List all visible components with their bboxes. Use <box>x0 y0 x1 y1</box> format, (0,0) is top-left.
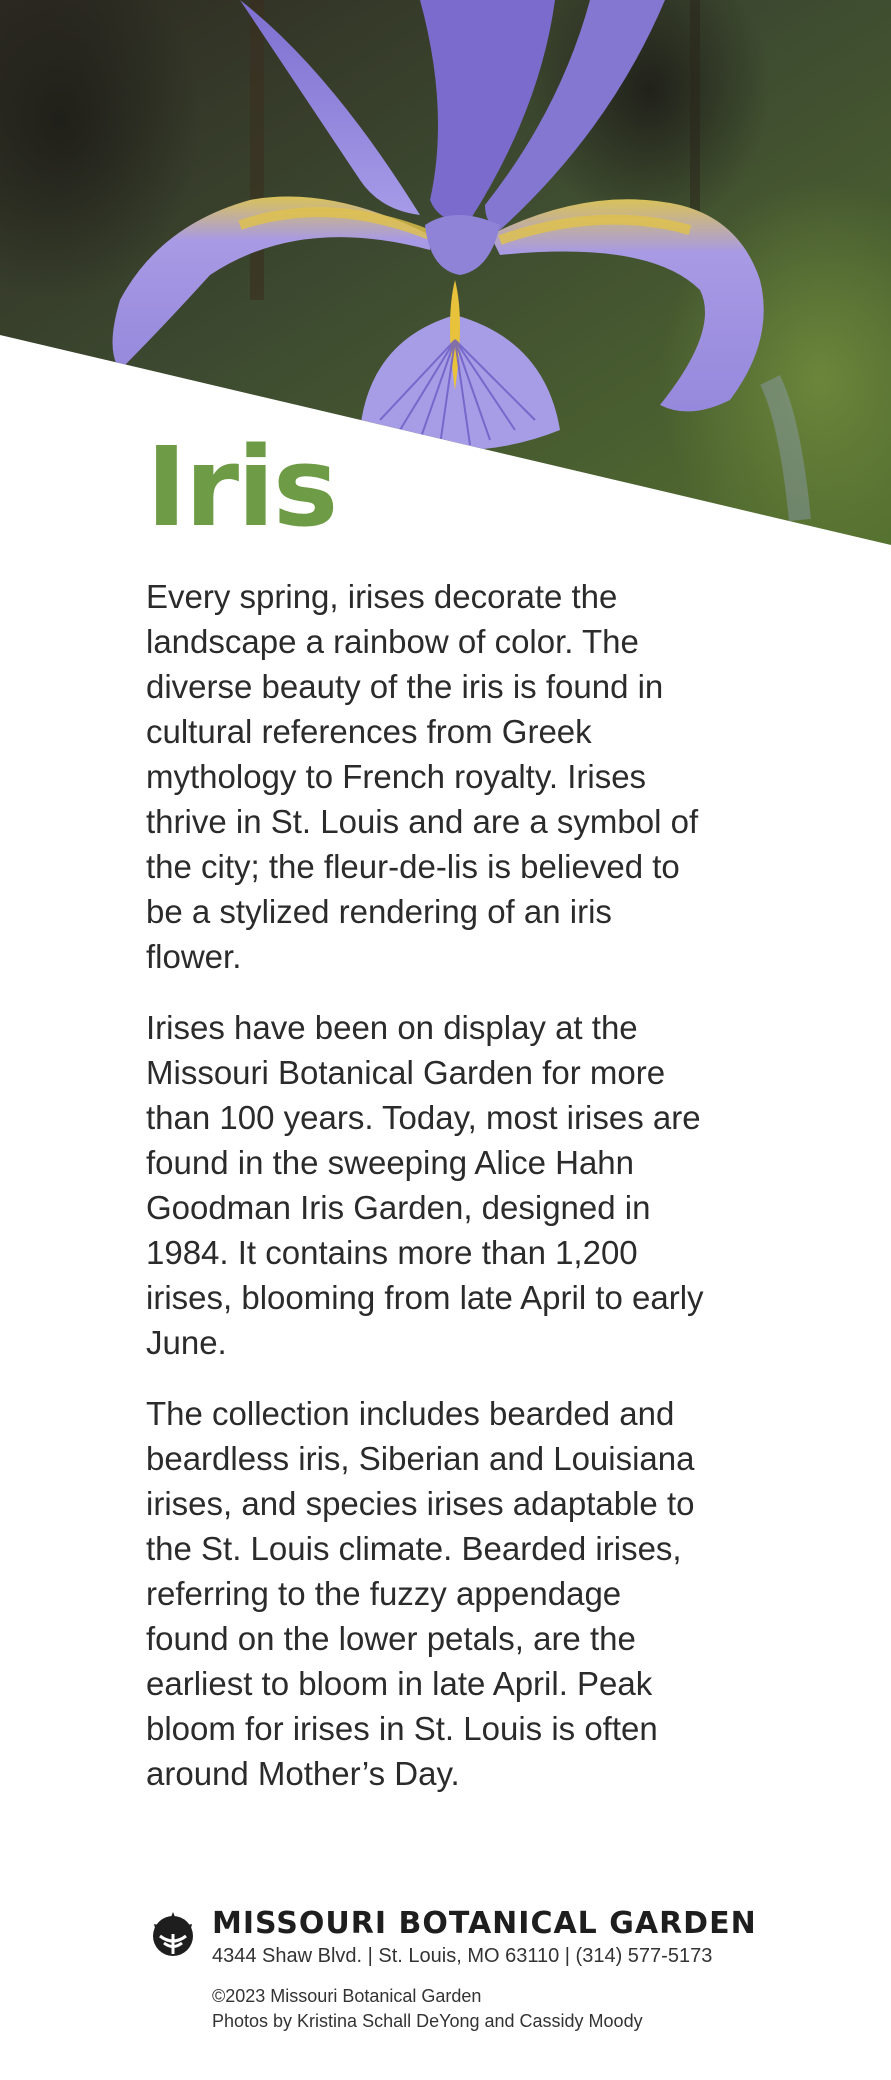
org-block <box>212 1906 757 1970</box>
page-title: Iris <box>146 423 337 551</box>
paragraph-intro: Every spring, irises decorate the landscape a rainbow of color. The diverse beauty of the iris is found in cultural references from Greek mythology to French royalty. Irises thrive in St. Louis and are a symbol of the city; the fleur-de-lis is believed to be a stylized rendering of an iris flower. <box>146 578 699 975</box>
org-address: 4344 Shaw Blvd. | St. Louis, MO 63110 | (314) 577-5173 <box>212 1945 713 1967</box>
paragraph-collection: The collection includes bearded and beardless iris, Siberian and Louisiana irises, and species irises adaptable to the St. Louis climate. Bearded irises, referring to the fuzzy appendage found on the lower petals, are the earliest to bloom in late April. Peak bloom for irises in St. Louis is often around Mother’s Day. <box>146 1395 695 1792</box>
copyright-text: ©2023 Missouri Botanical Garden <box>212 1986 482 2006</box>
photo-credit-text: Photos by Kristina Schall DeYong and Cassidy Moody <box>212 2011 643 2031</box>
main-content <box>146 423 746 1822</box>
botanical-garden-logo-icon <box>146 1906 200 1960</box>
org-name: MISSOURI BOTANICAL GARDEN <box>212 1906 757 1941</box>
footer-branding <box>146 1906 786 1970</box>
paragraph-history: Irises have been on display at the Missouri Botanical Garden for more than 100 years. Today, most irises are found in the sweeping Alice Hahn Goodman Iris Garden, designed in 1984. It contains more than 1,200 irises, blooming from late April to early June. <box>146 1009 704 1361</box>
body-text <box>146 574 746 1796</box>
credits <box>212 1984 786 2034</box>
footer <box>146 1906 786 2034</box>
